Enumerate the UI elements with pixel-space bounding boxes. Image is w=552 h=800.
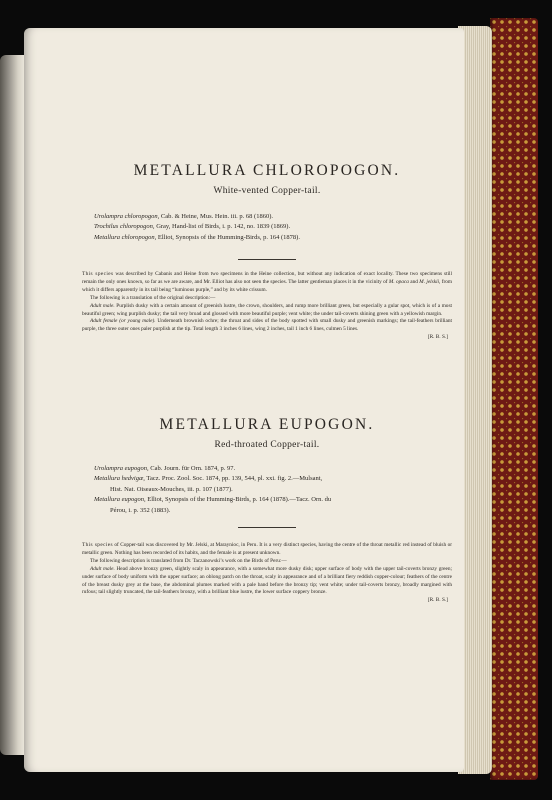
- synonym-line: Urolampra eupogon, Cab. Journ. für Orn. 1874, p. 97.: [94, 465, 236, 472]
- species-1-subtitle: White-vented Copper-tail.: [213, 186, 321, 196]
- species-1-title: METALLURA CHLOROPOGON.: [133, 162, 401, 179]
- signature: [R. B. S.]: [427, 597, 448, 604]
- paragraph: Adult male. Head above bronzy green, slightly scaly in appearance, with a somewhat more dusky disk; upper surface of body with the upper tail-coverts bronzy green; under surface of body uniform with the upper surface; an oblong patch on the throat, scaly in appearance and of a brilliant fiery reddish copper-colour; feathers of the centre of the breast dusky grey at the base, the abdominal plumes marked with a pale band before the bronzy tip; vent white; under tail-coverts bronzy, broadly margined with rufous; tail slightly truncated, the tail-feathers bronzy, with a brilliant blue lustre, the lower surface coppery bronze.: [82, 565, 452, 596]
- section-divider: [238, 259, 296, 260]
- book-left-page-edge: [0, 55, 24, 755]
- signature: [R. B. S.]: [427, 334, 448, 341]
- species-2-subtitle: Red-throated Copper-tail.: [214, 440, 320, 450]
- synonym-line: Trochilus chloropogon, Gray, Hand-list of Birds, i. p. 142, no. 1839 (1869).: [94, 223, 291, 231]
- paragraph: Adult male. Purplish dusky with a certain amount of greenish lustre, the crown, shoulders, and rump more brilliant green, but especially a gular spot, which is of a most beautiful green; wing purplish dusky; the tail very broad and glossed with more beautiful purple; vent white; the under tail-coverts shining green with a yellowish margin.: [82, 302, 452, 317]
- species-2-title: METALLURA EUPOGON.: [159, 416, 375, 433]
- synonym-continuation: Hist. Nat. Oiseaux-Mouches, iii. p. 107 (1877).: [110, 485, 233, 493]
- species-2-synonyms: [94, 464, 439, 516]
- synonym-line: Metallura eupogon, Elliot, Synopsis of the Humming-Birds, p. 164 (1878).—Tacz. Orn. du: [94, 496, 332, 504]
- book-page: [24, 28, 464, 772]
- synonym-line: Metallura hedvigæ, Tacz. Proc. Zool. Soc. 1874, pp. 139, 544, pl. xxi. fig. 2.—Mulsant,: [94, 475, 323, 483]
- book-cover-gilt-edge: [490, 18, 538, 780]
- section-divider: [238, 527, 296, 528]
- paragraph: This species of Copper-tail was discovered by Mr. Jelski, at Maraynioc, in Peru. It is a very distinct species, having the centre of the throat metallic red instead of bluish or metallic green. Nothing has been recorded of its habits, and the female is at present unknown.: [82, 542, 452, 556]
- species-2-description: [82, 542, 452, 605]
- synonym-line: Urolampra chloropogon, Cab. & Heine, Mus. Hein. iii. p. 68 (1860).: [94, 213, 273, 220]
- species-1-description: [82, 271, 452, 342]
- paragraph: Adult female (or young male). Underneath brownish ochre; the throat and sides of the body spotted with small dusky and greenish markings; the tail-feathers brilliant purple, the three outer ones paler purplish at the tip. Total length 3 inches 6 lines, wing 2 inches, tail 1 inch 6 lines, culmen 5 lines.: [82, 318, 452, 333]
- paragraph: This species was described by Cabanis and Heine from two specimens in the Heine collection, but without any indication of exact locality. These two specimens still remain the only ones known, so far as we are aware, and Mr. Elliot has also not seen the species. The latter gentleman places it in the vicinity of M. opaca and M. jelskii, from which it differs apparently in its tail being “luminous purple,” and by its white crissum.: [82, 271, 452, 293]
- synonym-line: Metallura chloropogon, Elliot, Synopsis of the Humming-Birds, p. 164 (1878).: [94, 233, 300, 241]
- paragraph: The following is a translation of the original description:—: [90, 294, 216, 301]
- paragraph: The following description is translated from Dr. Taczanowski’s work on the Birds of Peru:—: [90, 557, 287, 564]
- species-1-synonyms: [94, 212, 439, 243]
- synonym-continuation: Pérou, i. p. 352 (1883).: [110, 506, 171, 514]
